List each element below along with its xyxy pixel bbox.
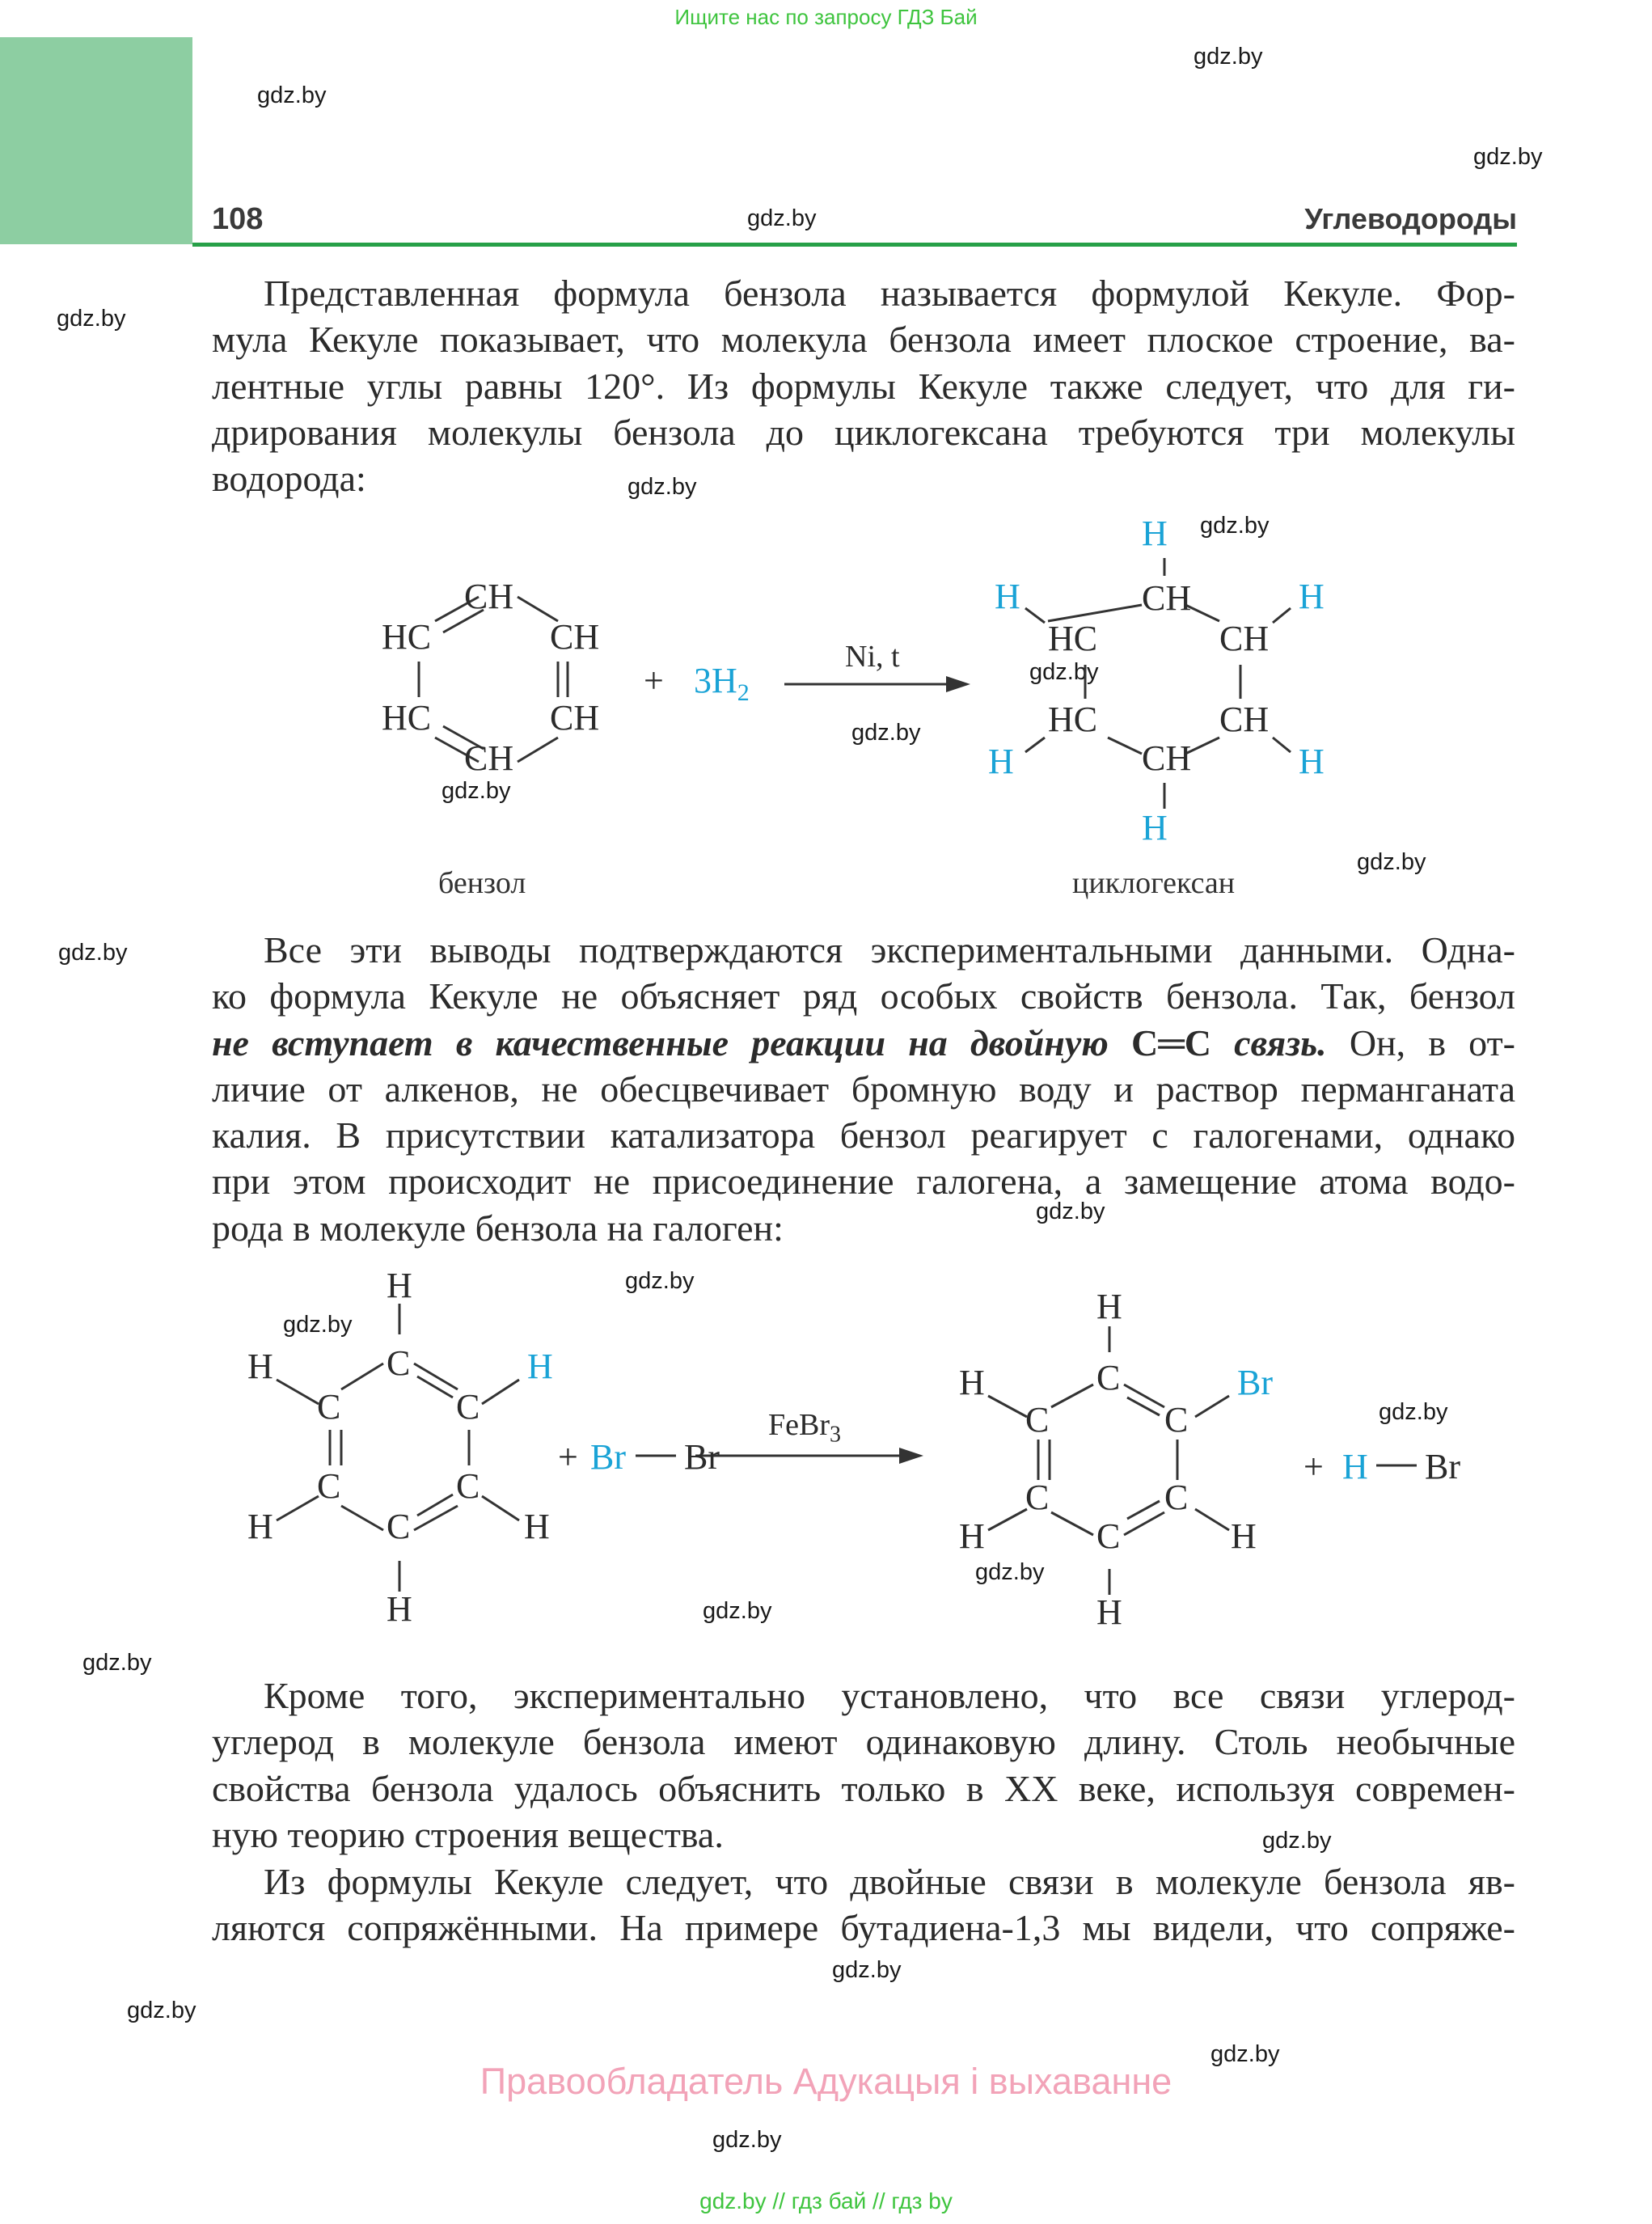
hydrogen-reagent: $3H_2$ xyxy=(694,661,750,706)
cyclohexane-atom-ch-lower-right: CH xyxy=(1219,700,1270,739)
bromine-blue: Br xyxy=(590,1437,626,1477)
left-ring-c-bottom: C xyxy=(387,1507,411,1546)
top-banner: Ищите нас по запросу ГДЗ Бай xyxy=(674,5,978,29)
bromine: Br xyxy=(1425,1447,1460,1486)
watermark: gdz.by xyxy=(703,1598,772,1624)
reaction-condition: Ni, t xyxy=(845,640,900,674)
watermark: gdz.by xyxy=(1036,1199,1105,1224)
text-line: водорода: xyxy=(212,458,366,500)
watermark: gdz.by xyxy=(257,82,327,108)
watermark: gdz.by xyxy=(1210,2041,1280,2067)
emphasis-text-end: связь. xyxy=(1211,1021,1327,1063)
text-rest: Он, в от- xyxy=(1326,1021,1516,1063)
watermark: gdz.by xyxy=(1200,513,1270,539)
text-line: ную теорию строения вещества. xyxy=(212,1813,724,1855)
hydrogen-upper-right: H xyxy=(1299,577,1325,616)
text-line: личие от алкенов, не обесцвечивает бромную воду и раствор перманганата xyxy=(212,1068,1515,1110)
watermark: gdz.by xyxy=(747,205,817,231)
section-title: Углеводороды xyxy=(1304,202,1517,235)
copyright-notice: Правообладатель Адукацыя і выхаванне xyxy=(480,2061,1172,2102)
hydrogen-top: H xyxy=(1142,514,1168,553)
text-line: дрирования молекулы бензола до циклогексана требуются три молекулы xyxy=(212,411,1515,453)
watermark: gdz.by xyxy=(1029,659,1099,685)
right-ring-h-top: H xyxy=(1096,1287,1122,1326)
plus-sign: + xyxy=(644,661,664,700)
left-ring-h-bottom: H xyxy=(387,1589,412,1629)
text-line: калия. В присутствии катализатора бензол реагирует с галогенами, однако xyxy=(212,1114,1515,1156)
benzene-atom-ch-bottom: CH xyxy=(464,738,514,778)
right-ring-c-top: C xyxy=(1096,1358,1121,1397)
hydrogen-lower-left: H xyxy=(988,742,1014,781)
right-ring-c-lower-right: C xyxy=(1164,1478,1189,1517)
text-line: мула Кекуле показывает, что молекула бензола имеет плоское строение, ва- xyxy=(212,319,1515,361)
hydrogen-bottom: H xyxy=(1142,808,1168,848)
paragraph-bond-length xyxy=(212,1672,1515,1858)
hydrogen-lower-right: H xyxy=(1299,742,1325,781)
catalyst: FeBr$_3$ xyxy=(768,1408,841,1448)
watermark: gdz.by xyxy=(82,1650,152,1676)
watermark: gdz.by xyxy=(57,306,126,332)
left-ring-c-lower-left: C xyxy=(317,1466,341,1506)
text-line: при этом происходит не присоединение галогена, а замещение атома водо- xyxy=(212,1161,1515,1203)
watermark: gdz.by xyxy=(1357,849,1426,875)
cyclohexane-atom-ch-upper-right: CH xyxy=(1219,619,1270,658)
watermark: gdz.by xyxy=(627,474,697,500)
left-ring-c-upper-left: C xyxy=(317,1387,341,1427)
watermark: gdz.by xyxy=(851,720,921,746)
text-line: ляются сопряжёнными. На примере бутадиена-1,3 мы видели, что сопряже- xyxy=(212,1907,1515,1949)
right-ring-c-upper-left: C xyxy=(1025,1400,1050,1440)
page-number: 108 xyxy=(212,202,264,236)
benzene-atom-hc-lower-left: HC xyxy=(382,698,432,738)
paragraph-conjugation xyxy=(212,1858,1515,1951)
text-line: Кроме того, экспериментально установлено, что все связи углерод- xyxy=(264,1675,1515,1716)
text-line: углерод в молекуле бензола имеют одинаковую длину. Столь необычные xyxy=(212,1721,1515,1763)
right-ring-h-upper-left: H xyxy=(959,1363,985,1402)
benzene-atom-hc-upper-left: HC xyxy=(382,617,432,657)
emphasis-text: не вступает в качественные реакции на двойную xyxy=(212,1021,1131,1063)
hydrogen-upper-left: H xyxy=(995,577,1020,616)
watermark: gdz.by xyxy=(1473,144,1543,170)
watermark: gdz.by xyxy=(1379,1399,1448,1425)
left-ring-c-lower-right: C xyxy=(456,1466,480,1506)
cyclohexane-atom-hc-lower-left: HC xyxy=(1048,700,1098,739)
text-line: ко формула Кекуле не объясняет ряд особых свойств бензола. Так, бензол xyxy=(212,975,1515,1017)
right-ring-c-upper-right: C xyxy=(1164,1400,1189,1440)
right-ring-h-lower-left: H xyxy=(959,1516,985,1556)
hydrogen-blue: H xyxy=(1342,1447,1368,1486)
left-ring-h-upper-left: H xyxy=(247,1347,273,1386)
watermark: gdz.by xyxy=(283,1312,353,1338)
text-line: рода в молекуле бензола на галоген: xyxy=(212,1207,784,1249)
double-bond-text: С═С xyxy=(1130,1021,1211,1063)
right-ring-h-lower-right: H xyxy=(1231,1516,1257,1556)
watermark: gdz.by xyxy=(127,1998,196,2023)
caption-cyclohexane: циклогексан xyxy=(1072,866,1236,900)
text-line: свойства бензола удалось объяснить только в XX веке, используя современ- xyxy=(212,1767,1515,1809)
bromine: Br xyxy=(684,1437,720,1477)
left-ring-h-lower-left: H xyxy=(247,1507,273,1546)
text-line: Из формулы Кекуле следует, что двойные связи в молекуле бензола яв- xyxy=(264,1861,1515,1902)
left-ring-c-top: C xyxy=(387,1343,411,1383)
left-ring-h-top: H xyxy=(387,1266,412,1305)
benzene-atom-ch-lower-right: CH xyxy=(550,698,600,738)
watermark: gdz.by xyxy=(832,1957,902,1983)
text-line: Все эти выводы подтверждаются экспериментальными данными. Одна- xyxy=(264,929,1515,970)
benzene-atom-ch-top: CH xyxy=(464,577,514,616)
watermark: gdz.by xyxy=(625,1268,695,1294)
text-line: Представленная формула бензола называется формулой Кекуле. Фор- xyxy=(264,273,1515,314)
right-ring-br: Br xyxy=(1237,1363,1273,1402)
caption-benzene: бензол xyxy=(438,866,526,900)
right-ring-h-bottom: H xyxy=(1096,1592,1122,1632)
benzene-atom-ch-upper-right: CH xyxy=(550,617,600,657)
plus-sign: + xyxy=(1303,1447,1324,1486)
right-ring-c-lower-left: C xyxy=(1025,1478,1050,1517)
left-ring-h-upper-right: H xyxy=(527,1347,553,1386)
watermark: gdz.by xyxy=(975,1559,1045,1585)
footer-links[interactable]: gdz.by // гдз бай // гдз by xyxy=(699,2188,953,2213)
cyclohexane-atom-hc-upper-left: HC xyxy=(1048,619,1098,658)
watermark: gdz.by xyxy=(1194,44,1263,70)
watermark: gdz.by xyxy=(712,2127,782,2153)
watermark: gdz.by xyxy=(1262,1828,1332,1854)
watermark: gdz.by xyxy=(442,778,511,804)
right-ring-c-bottom: C xyxy=(1096,1516,1121,1556)
plus-sign: + xyxy=(558,1437,578,1477)
cyclohexane-atom-ch-top: CH xyxy=(1142,578,1192,618)
left-ring-c-upper-right: C xyxy=(456,1387,480,1427)
left-ring-h-lower-right: H xyxy=(524,1507,550,1546)
cyclohexane-atom-ch-bottom: CH xyxy=(1142,738,1192,778)
text-line: лентные углы равны 120°. Из формулы Кекуле также следует, что для ги- xyxy=(212,365,1515,407)
watermark: gdz.by xyxy=(58,940,128,966)
